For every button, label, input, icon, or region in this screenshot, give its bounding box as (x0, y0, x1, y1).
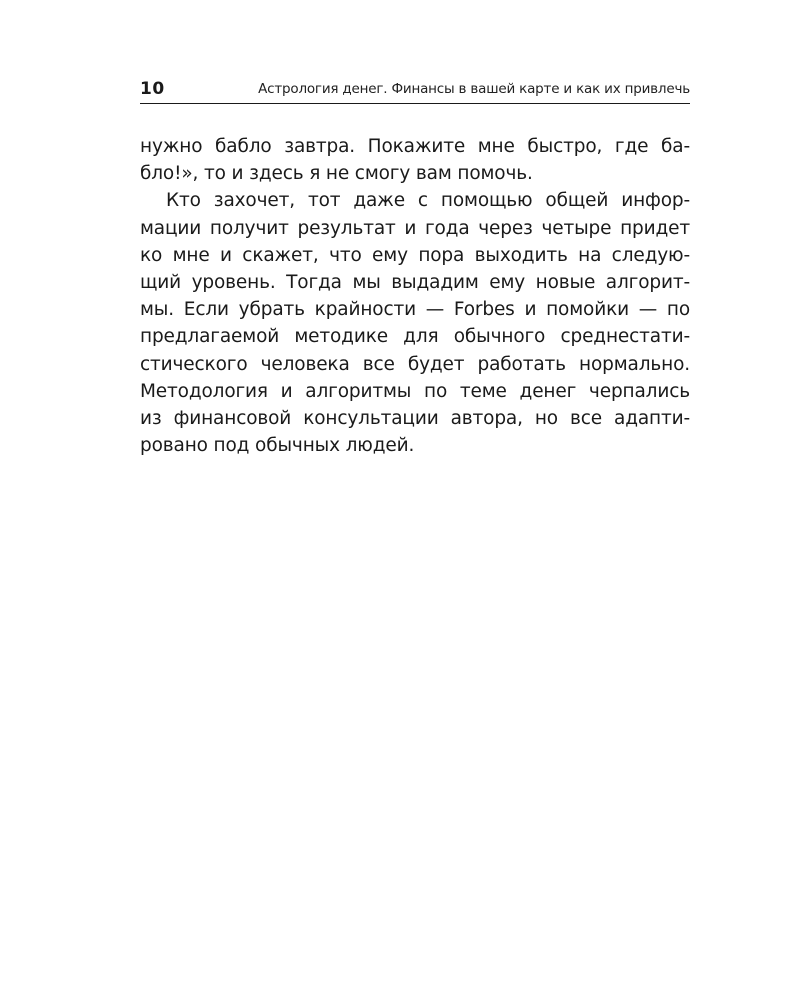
running-head (140, 78, 690, 100)
text-line: нужно бабло завтра. Покажите мне быстро, где ба- (140, 136, 690, 157)
text-line: мы. Если убрать крайности — Forbes и помойки — по (140, 299, 690, 321)
running-title: Астрология денег. Финансы в вашей карте и как их привлечь (258, 81, 690, 97)
text-line: ко мне и скажет, что ему пора выходить на следую- (140, 244, 690, 266)
text-line: из финансовой консультации автора, но все адапти- (140, 407, 690, 429)
text-line: ровано под обычных людей. (140, 435, 415, 457)
paragraph-1 (140, 133, 690, 187)
text-line: Методология и алгоритмы по теме денег черпались (140, 380, 690, 402)
paragraph-2 (140, 187, 690, 459)
page-number: 10 (140, 79, 165, 99)
text-line: щий уровень. Тогда мы выдадим ему новые алгорит- (140, 271, 690, 293)
header-rule (140, 103, 690, 104)
text-line: Кто захочет, тот даже с помощью общей инфор- (166, 190, 690, 212)
text-line: бло!», то и здесь я не смогу вам помочь. (140, 163, 533, 185)
text-line: стического человека все будет работать нормально. (140, 353, 690, 375)
text-line: мации получит результат и года через четыре придет (140, 217, 690, 239)
text-line: предлагаемой методике для обычного среднестати- (140, 326, 690, 348)
body-text (140, 133, 690, 459)
